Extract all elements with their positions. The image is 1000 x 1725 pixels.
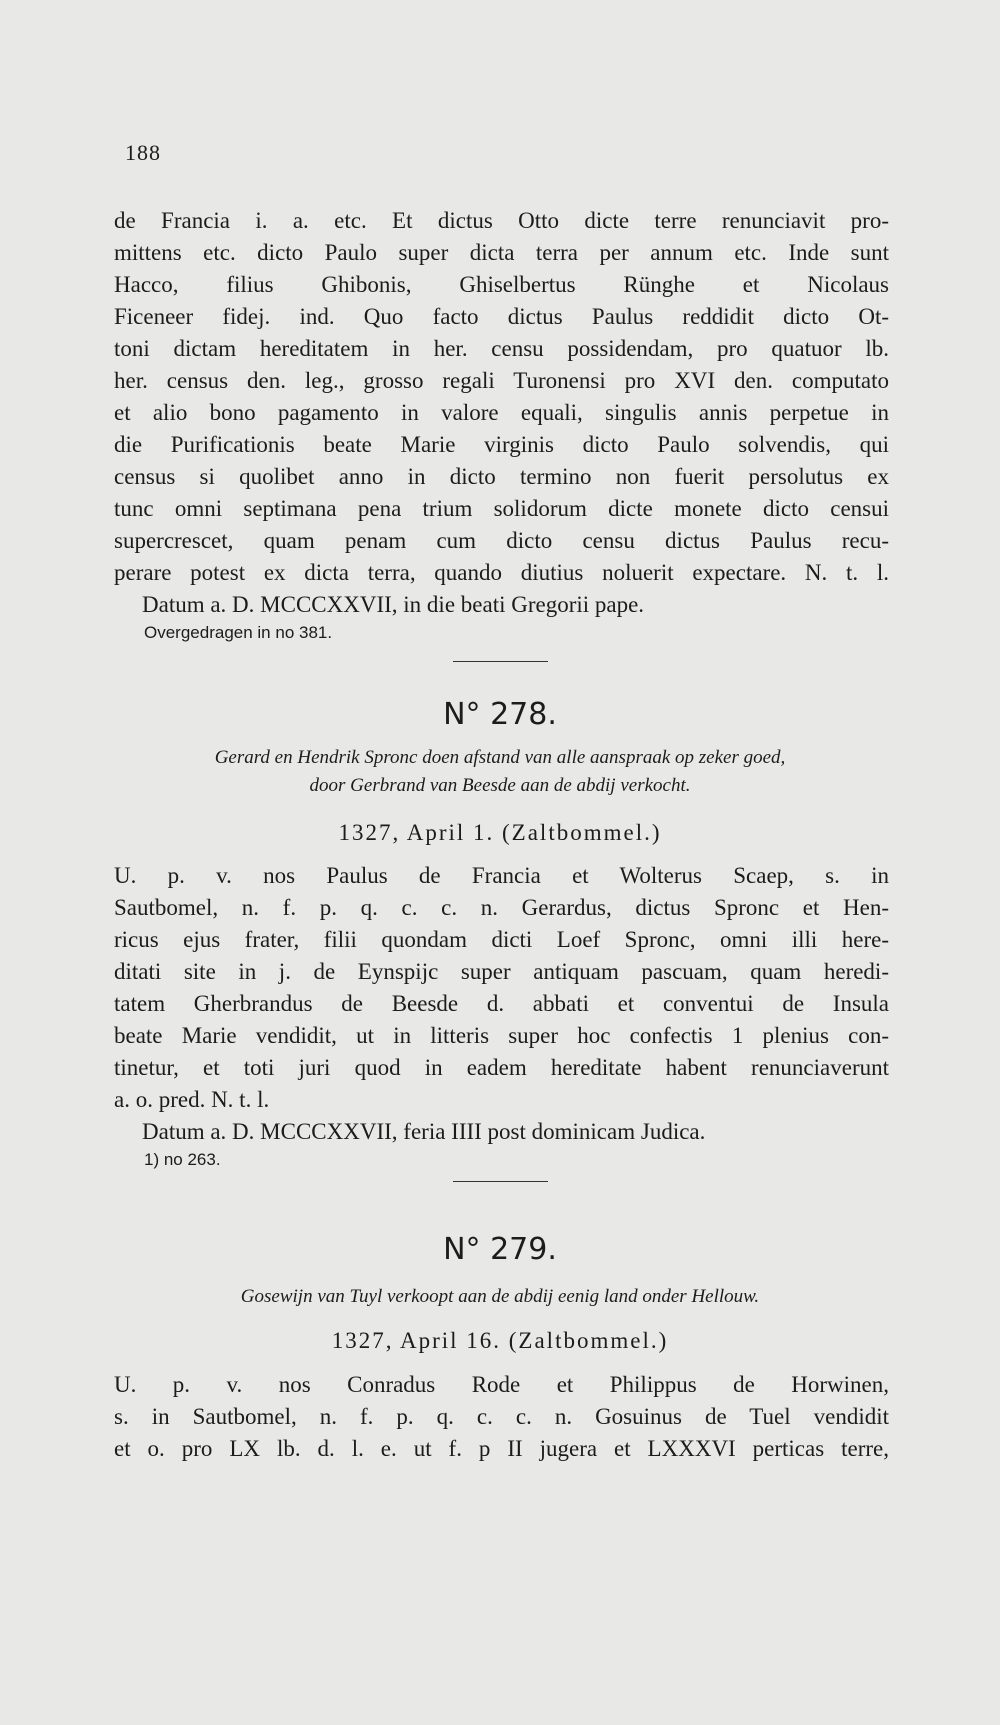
charter-number: N° 278.	[443, 697, 557, 732]
text-line: her. census den. leg., grosso regali Turonensi pro XVI den. computato	[114, 368, 889, 393]
doc-277-text	[114, 205, 889, 645]
charter-date: 1327, April 16. (Zaltbommel.)	[331, 1328, 669, 1353]
text-line: Datum a. D. MCCCXXVII, feria IIII post dominicam Judica.	[142, 1119, 706, 1144]
section-divider	[453, 661, 548, 662]
text-line: tatem Gherbrandus de Beesde d. abbati et conventui de Insula	[114, 991, 889, 1016]
text-line: tinetur, et toti juri quod in eadem hereditate habent renunciaverunt	[114, 1055, 889, 1080]
text-line: die Purificationis beate Marie virginis dicto Paulo solvendis, qui	[114, 432, 889, 457]
text-line: ditati site in j. de Eynspijc super antiquam pascuam, quam heredi-	[114, 959, 889, 984]
text-line: tunc omni septimana pena trium solidorum dicte monete dicto censui	[114, 496, 889, 521]
text-line: beate Marie vendidit, ut in litteris super hoc confectis 1 plenius con-	[114, 1023, 889, 1048]
footnote: Overgedragen in no 381.	[144, 623, 333, 642]
doc-279-text	[114, 1369, 889, 1465]
section-divider	[453, 1181, 548, 1182]
text-line: U. p. v. nos Paulus de Francia et Wolterus Scaep, s. in	[114, 863, 889, 888]
doc-278-text	[114, 860, 889, 1172]
text-line: a. o. pred. N. t. l.	[114, 1087, 270, 1112]
summary-line: Gerard en Hendrik Spronc doen afstand van alle aanspraak op zeker goed,	[214, 747, 786, 768]
charter-summary	[110, 744, 890, 800]
text-line: toni dictam hereditatem in her. censu possidendam, pro quatuor lb.	[114, 336, 889, 361]
text-line: mittens etc. dicto Paulo super dicta terra per annum etc. Inde sunt	[114, 240, 889, 265]
text-line: s. in Sautbomel, n. f. p. q. c. c. n. Gosuinus de Tuel vendidit	[114, 1404, 889, 1429]
charter-summary	[110, 1283, 890, 1311]
summary-line: door Gerbrand van Beesde aan de abdij verkocht.	[309, 775, 691, 796]
text-line: census si quolibet anno in dicto termino non fuerit persolutus ex	[114, 464, 889, 489]
text-line: Hacco, filius Ghibonis, Ghiselbertus Rünghe et Nicolaus	[114, 272, 889, 297]
charter-number: N° 279.	[443, 1232, 557, 1267]
text-line: ricus ejus frater, filii quondam dicti Loef Spronc, omni illi here-	[114, 927, 889, 952]
text-line: de Francia i. a. etc. Et dictus Otto dicte terre renunciavit pro-	[114, 208, 889, 233]
text-line: et alio bono pagamento in valore equali, singulis annis perpetue in	[114, 400, 889, 425]
text-line: perare potest ex dicta terra, quando diutius noluerit expectare. N. t. l.	[114, 560, 889, 585]
text-line: et o. pro LX lb. d. l. e. ut f. p II jugera et LXXXVI perticas terre,	[114, 1436, 889, 1461]
text-line: U. p. v. nos Conradus Rode et Philippus de Horwinen,	[114, 1372, 889, 1397]
charter-date: 1327, April 1. (Zaltbommel.)	[338, 820, 662, 845]
summary-line: Gosewijn van Tuyl verkoopt aan de abdij eenig land onder Hellouw.	[240, 1286, 760, 1307]
text-line: Datum a. D. MCCCXXVII, in die beati Gregorii pape.	[142, 592, 645, 617]
text-line: Sautbomel, n. f. p. q. c. c. n. Gerardus, dictus Spronc et Hen-	[114, 895, 889, 920]
text-line: Ficeneer fidej. ind. Quo facto dictus Paulus reddidit dicto Ot-	[114, 304, 889, 329]
footnote: 1) no 263.	[144, 1150, 221, 1169]
page-number: 188	[125, 140, 161, 165]
text-line: supercrescet, quam penam cum dicto censu dictus Paulus recu-	[114, 528, 889, 553]
